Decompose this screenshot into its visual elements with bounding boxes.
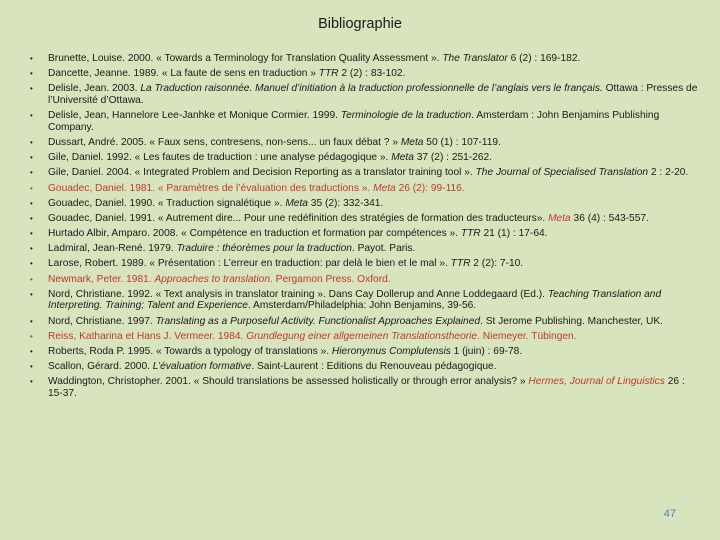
entry-segment: . Amsterdam/Philadelphia: John Benjamins, 39-56.: [247, 300, 477, 312]
entry-segment: 36 (4) : 543-557.: [570, 212, 649, 224]
entry-segment: Gouadec, Daniel. 1991. « Autrement dire... Pour une redéfinition des stratégies de formation des traducteurs».: [48, 212, 549, 224]
entry-italic-segment: Traduire : théorèmes pour la traduction: [176, 243, 352, 255]
bullet-icon: •: [30, 183, 33, 193]
entry-segment: 35 (2): 332-341.: [307, 197, 384, 209]
bibliography-entry: [30, 83, 702, 106]
bibliography-entry: [30, 213, 702, 225]
entry-italic-segment: L’évaluation formative: [152, 361, 252, 373]
entry-segment: 21 (1) : 17-64.: [480, 228, 548, 240]
entry-segment: Nord, Christiane. 1992. « Text analysis in translator training ». Dans Cay Dollerup and Anne Loddegaard (Ed.).: [48, 288, 548, 300]
entry-segment: 50 (1) : 107-119.: [423, 136, 501, 148]
entry-segment: Gouadec, Daniel. 1990. « Traduction signalétique ».: [48, 197, 286, 209]
entry-segment: . Payot. Paris.: [351, 243, 416, 255]
bullet-icon: •: [30, 153, 33, 163]
entry-italic-segment: Meta: [548, 212, 571, 224]
entry-text: [48, 274, 702, 286]
entry-text: [48, 213, 702, 225]
bibliography-entry: [30, 376, 702, 399]
entry-segment: 2 (2): 7-10.: [470, 258, 524, 270]
entry-segment: 26 : 15-37.: [48, 376, 685, 399]
entry-segment: Gouadec, Daniel. 1981. « Paramètres de l’évaluation des traductions ».: [48, 182, 374, 194]
bibliography-entry: [30, 361, 702, 373]
entry-text: [48, 346, 702, 358]
bibliography-entry: [30, 68, 702, 80]
entry-segment: 6 (2) : 169-182.: [507, 53, 581, 64]
bibliography-entry: [30, 331, 702, 343]
bibliography-list: [30, 53, 702, 403]
entry-italic-segment: Hermes, Journal of Linguistics: [528, 376, 665, 388]
entry-text: [48, 228, 702, 240]
entry-italic-segment: Approaches to translation: [154, 273, 270, 285]
bullet-icon: •: [30, 137, 33, 147]
bullet-icon: •: [30, 259, 33, 269]
bibliography-entry: [30, 316, 702, 328]
bullet-icon: •: [30, 111, 33, 121]
entry-text: [48, 53, 702, 65]
entry-italic-segment: Meta: [373, 182, 396, 194]
bullet-icon: •: [30, 289, 33, 299]
entry-italic-segment: TTR: [318, 68, 339, 80]
page-title: Bibliographie: [318, 16, 402, 32]
bibliography-entry: [30, 258, 702, 270]
entry-segment: . Saint-Laurent : Editions du Renouveau pédagogique.: [251, 361, 497, 373]
bibliography-entry: [30, 167, 702, 179]
entry-text: [48, 68, 702, 80]
bibliography-entry: [30, 243, 702, 255]
entry-segment: . St Jerome Publishing. Manchester, UK.: [480, 315, 663, 327]
bibliography-entry: [30, 183, 702, 195]
entry-italic-segment: Translating as a Purposeful Activity. Functionalist Approaches Explained: [155, 315, 481, 327]
bullet-icon: •: [30, 69, 33, 79]
entry-segment: Delisle, Jean, Hannelore Lee-Janhke et Monique Cormier. 1999.: [48, 110, 341, 122]
entry-segment: Ottawa : Presses de l’Université d’Ottawa.: [48, 83, 698, 106]
entry-segment: 26 (2): 99-116.: [395, 182, 465, 194]
entry-italic-segment: Teaching Translation and Interpreting. Training; Talent and Experience: [48, 288, 662, 312]
entry-text: [48, 152, 702, 164]
entry-text: [48, 289, 702, 312]
entry-text: [48, 183, 702, 195]
bullet-icon: •: [30, 316, 33, 326]
entry-segment: Newmark, Peter. 1981.: [48, 273, 155, 285]
entry-italic-segment: Meta: [285, 197, 308, 209]
entry-italic-segment: The Translator: [442, 53, 508, 64]
entry-segment: 37 (2) : 251-262.: [413, 152, 493, 164]
bullet-icon: •: [30, 244, 33, 254]
entry-text: [48, 137, 702, 149]
bibliography-entry: [30, 152, 702, 164]
bullet-icon: •: [30, 362, 33, 372]
entry-segment: 1 (juin) : 69-78.: [450, 345, 523, 357]
bibliography-entry: [30, 228, 702, 240]
bullet-icon: •: [30, 229, 33, 239]
bibliography-entry: [30, 110, 702, 133]
entry-segment: Reiss, Katharina et Hans J. Vermeer. 1984.: [48, 330, 247, 342]
bullet-icon: •: [30, 213, 33, 223]
entry-italic-segment: The Journal of Specialised Translation: [475, 167, 649, 179]
entry-italic-segment: La Traduction raisonnée. Manuel d’initiation à la traduction professionnelle de l’anglais vers le français.: [140, 83, 603, 95]
entry-segment: Dancette, Jeanne. 1989. « La faute de sens en traduction »: [48, 68, 319, 80]
entry-segment: Nord, Christiane. 1997.: [48, 315, 156, 327]
entry-segment: . Amsterdam : John Benjamins Publishing Company.: [48, 110, 660, 133]
bullet-icon: •: [30, 274, 33, 284]
bibliography-entry: [30, 274, 702, 286]
bullet-icon: •: [30, 377, 33, 387]
page-number: 47: [663, 508, 676, 520]
entry-text: [48, 167, 702, 179]
entry-segment: Delisle, Jean. 2003.: [48, 83, 141, 95]
bullet-icon: •: [30, 168, 33, 178]
bullet-icon: •: [30, 84, 33, 94]
entry-italic-segment: Meta: [391, 152, 414, 164]
entry-segment: 2 (2) : 83-102.: [338, 68, 406, 80]
entry-italic-segment: Meta: [400, 136, 424, 148]
bullet-icon: •: [30, 54, 33, 63]
entry-segment: Waddington, Christopher. 2001. « Should translations be assessed holistically or through error analysis? »: [48, 376, 529, 388]
entry-segment: Gile, Daniel. 1992. « Les fautes de traduction : une analyse pédagogique ».: [48, 152, 392, 164]
bullet-icon: •: [30, 346, 33, 356]
entry-segment: Brunette, Louise. 2000. « Towards a Terminology for Translation Quality Assessment ».: [48, 53, 443, 64]
entry-segment: Roberts, Roda P. 1995. « Towards a typology of translations ».: [48, 345, 332, 357]
entry-italic-segment: Hieronymus Complutensis: [331, 345, 451, 357]
entry-segment: 2 : 2-20.: [648, 167, 689, 179]
entry-text: [48, 316, 702, 328]
entry-italic-segment: Grundlegung einer allgemeinen Translationstheorie: [246, 330, 478, 342]
entry-segment: Larose, Robert. 1989. « Présentation : L’erreur en traduction: par delà le bien et le mal ».: [48, 258, 451, 270]
entry-text: [48, 258, 702, 270]
bibliography-entry: [30, 198, 702, 210]
entry-text: [48, 331, 702, 343]
entry-italic-segment: Terminologie de la traduction: [340, 110, 472, 122]
bibliography-entry: [30, 53, 702, 65]
bibliography-entry: [30, 137, 702, 149]
entry-italic-segment: TTR: [460, 228, 481, 240]
entry-segment: Dussart, André. 2005. « Faux sens, contresens, non-sens... un faux débat ? »: [48, 136, 401, 148]
entry-segment: Hurtado Albir, Amparo. 2008. « Compétence en traduction et formation par compétences ».: [48, 228, 461, 240]
entry-segment: . Niemeyer. Tübingen.: [477, 330, 577, 342]
entry-text: [48, 243, 702, 255]
entry-segment: Scallon, Gérard. 2000.: [48, 361, 153, 373]
bibliography-entry: [30, 289, 702, 312]
entry-text: [48, 83, 702, 106]
bullet-icon: •: [30, 331, 33, 341]
entry-text: [48, 198, 702, 210]
entry-segment: Gile, Daniel. 2004. « Integrated Problem and Decision Reporting as a translator training tool ».: [48, 167, 476, 179]
entry-italic-segment: TTR: [450, 258, 471, 270]
bibliography-entry: [30, 346, 702, 358]
entry-text: [48, 376, 702, 399]
entry-text: [48, 361, 702, 373]
entry-text: [48, 110, 702, 133]
entry-segment: Ladmiral, Jean-René. 1979.: [48, 243, 177, 255]
bullet-icon: •: [30, 198, 33, 208]
entry-segment: . Pergamon Press. Oxford.: [269, 273, 391, 285]
